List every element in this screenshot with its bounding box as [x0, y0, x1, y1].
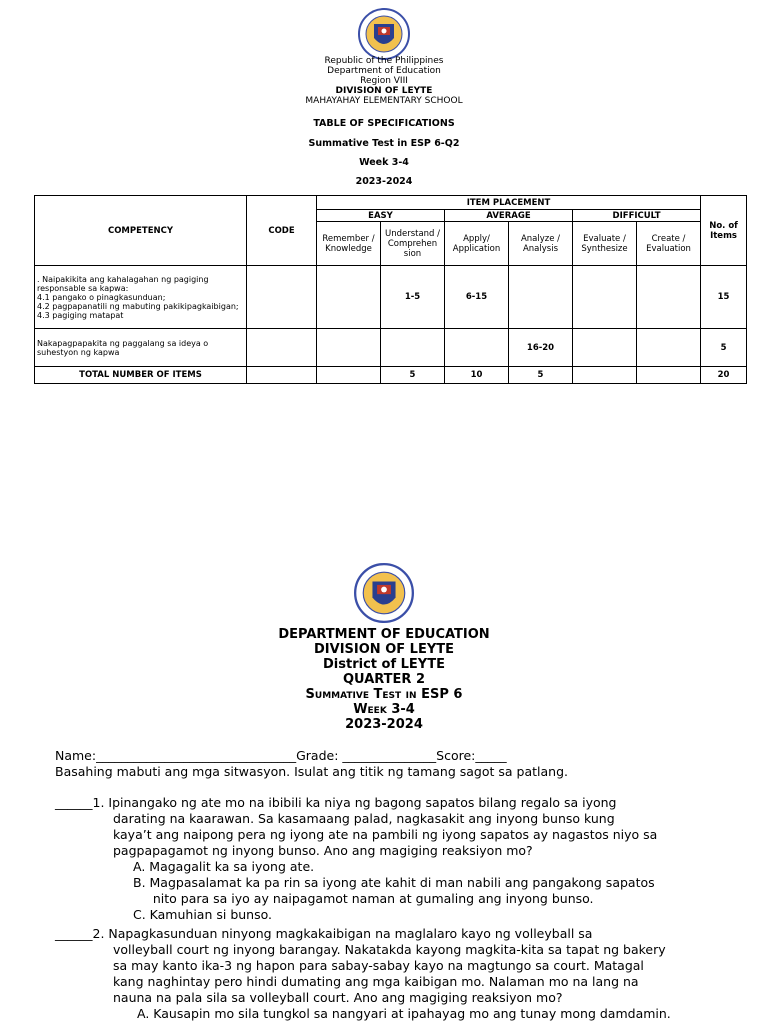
deped-seal-icon: [358, 8, 410, 60]
difficult-header: DIFFICULT: [573, 210, 701, 222]
choice: C. Kamuhian si bunso.: [133, 907, 273, 922]
question-line: kang naghintay pero hindi dumating ang mga kaibigan mo. Nalaman mo na lang na: [113, 974, 639, 989]
analyze-cell: 16-20: [509, 329, 573, 367]
competency-header: COMPETENCY: [35, 196, 247, 266]
apply-header: Apply/ Application: [445, 222, 509, 266]
name-grade-score-line: Name:________________________________Grade: _______________Score:_____: [55, 748, 507, 763]
tos-week: Week 3-4: [359, 157, 409, 168]
question-line: darating na kaarawan. Sa kasamaang palad, nagkasakit ang inyong bunso kung: [113, 811, 615, 826]
easy-header: EASY: [317, 210, 445, 222]
tos-year: 2023-2024: [355, 176, 413, 187]
test-week: Week 3-4: [353, 702, 415, 717]
create-total: [637, 367, 701, 384]
specification-table: [34, 195, 747, 384]
competency-cell: . Naipakikita ang kahalagahan ng pagiging responsable sa kapwa: 4.1 pangako o pinagkasunduan; 4.2 pagpapanatili ng mabuting pakikipagkaibigan; 4.3 pagiging matapat: [35, 266, 247, 329]
question-line: sa may kanto ika-3 ng hapon para sabay-sabay kayo na magtungo sa court. Matagal: [113, 958, 644, 973]
tos-subtitle: Summative Test in ESP 6-Q2: [308, 138, 460, 149]
understand-cell: 1-5: [381, 266, 445, 329]
test-dept: DEPARTMENT OF EDUCATION: [278, 627, 490, 642]
total-label: TOTAL NUMBER OF ITEMS: [35, 367, 247, 384]
test-summative: Summative Test in ESP 6: [305, 687, 463, 702]
create-cell: [637, 329, 701, 367]
question-line: 2. Napagkasunduan ninyong magkakaibigan na maglalaro kayo ng volleyball sa: [92, 926, 593, 941]
department-line: Department of Education: [327, 66, 441, 76]
question-line: volleyball court ng inyong barangay. Nakatakda kayong magkita-kita sa tapat ng bakery: [113, 942, 666, 957]
code-cell: [247, 266, 317, 329]
republic-line: Republic of the Philippines: [324, 56, 444, 66]
average-header: AVERAGE: [445, 210, 573, 222]
analyze-total: 5: [509, 367, 573, 384]
total-row: [35, 367, 747, 384]
choice: B. Magpasalamat ka pa rin sa iyong ate kahit di man nabili ang pangakong sapatos: [133, 875, 655, 890]
total-cell: 5: [701, 329, 747, 367]
understand-total: 5: [381, 367, 445, 384]
table-row: [35, 329, 747, 367]
answer-blank: ______: [55, 926, 93, 941]
remember-header: Remember / Knowledge: [317, 222, 381, 266]
test-district: District of LEYTE: [323, 657, 445, 672]
apply-cell: [445, 329, 509, 367]
tos-title: TABLE OF SPECIFICATIONS: [313, 118, 455, 129]
understand-header: Understand / Comprehen sion: [381, 222, 445, 266]
question-line: kaya’t ang naipong pera ng iyong ate na pambili ng iyong sapatos ay nagastos niyo sa: [113, 827, 658, 842]
code-cell: [247, 367, 317, 384]
evaluate-header: Evaluate / Synthesize: [573, 222, 637, 266]
choice: nito para sa iyo ay naipagamot naman at gumaling ang inyong bunso.: [133, 891, 594, 906]
answer-blank: ______: [55, 795, 93, 810]
test-quarter: QUARTER 2: [342, 672, 426, 687]
test-division: DIVISION OF LEYTE: [314, 642, 454, 657]
question-1: [55, 795, 657, 923]
code-cell: [247, 329, 317, 367]
school-line: MAHAYAHAY ELEMENTARY SCHOOL: [305, 96, 463, 106]
evaluate-total: [573, 367, 637, 384]
region-line: Region VIII: [360, 76, 408, 86]
evaluate-cell: [573, 329, 637, 367]
choice: A. Magagalit ka sa iyong ate.: [133, 859, 315, 874]
question-2: [55, 926, 671, 1022]
question-line: nauna na pala sila sa volleyball court. Ano ang magiging reaksiyon mo?: [113, 990, 563, 1005]
table-row: [35, 266, 747, 329]
division-line: DIVISION OF LEYTE: [335, 86, 433, 96]
deped-seal-icon: [354, 563, 414, 623]
evaluate-cell: [573, 266, 637, 329]
remember-total: [317, 367, 381, 384]
competency-cell: Nakapagpapakita ng paggalang sa ideya o suhestyon ng kapwa: [35, 329, 247, 367]
create-cell: [637, 266, 701, 329]
question-line: pagpapagamot ng inyong bunso. Ano ang magiging reaksiyon mo?: [113, 843, 533, 858]
choice: A. Kausapin mo sila tungkol sa nangyari at ipahayag mo ang tunay mong damdamin.: [137, 1006, 671, 1021]
grand-total: 20: [701, 367, 747, 384]
apply-cell: 6-15: [445, 266, 509, 329]
remember-cell: [317, 329, 381, 367]
item-placement-header: ITEM PLACEMENT: [317, 196, 701, 210]
test-year: 2023-2024: [345, 717, 423, 732]
analyze-header: Analyze / Analysis: [509, 222, 573, 266]
understand-cell: [381, 329, 445, 367]
create-header: Create / Evaluation: [637, 222, 701, 266]
total-cell: 15: [701, 266, 747, 329]
instruction: Basahing mabuti ang mga sitwasyon. Isulat ang titik ng tamang sagot sa patlang.: [55, 764, 568, 779]
question-line: 1. Ipinangako ng ate mo na ibibili ka niya ng bagong sapatos bilang regalo sa iyong: [92, 795, 617, 810]
remember-cell: [317, 266, 381, 329]
analyze-cell: [509, 266, 573, 329]
no-items-header: No. of Items: [701, 196, 747, 266]
apply-total: 10: [445, 367, 509, 384]
code-header: CODE: [247, 196, 317, 266]
